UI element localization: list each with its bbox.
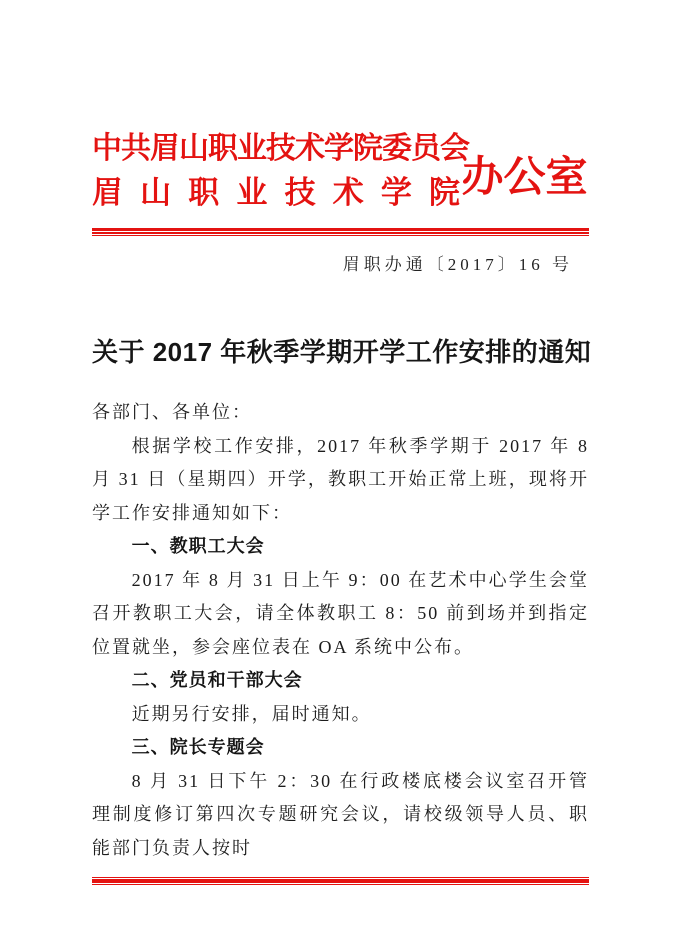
section-3-text: 8 月 31 日下午 2：30 在行政楼底楼会议室召开管理制度修订第四次专题研究会议，请校级领导人员、职能部门负责人按时 xyxy=(92,770,589,858)
footer-divider-line xyxy=(92,877,589,885)
document-title: 关于 2017 年秋季学期开学工作安排的通知 xyxy=(92,337,592,367)
office-label: 办公室 xyxy=(461,154,588,201)
section-3-heading: 三、院长专题会 xyxy=(131,737,265,757)
intro-paragraph: 根据学校工作安排，2017 年秋季学期于 2017 年 8 月 31 日（星期四）开学，教职工开始正常上班，现将开学工作安排通知如下： xyxy=(92,435,589,523)
letterhead-org-names xyxy=(92,126,469,215)
document-body xyxy=(92,396,589,865)
section-1-text: 2017 年 8 月 31 日上午 9：00 在艺术中心学生会堂召开教职工大会，请全体教职工 8：50 前到场并到指定位置就坐，参会座位表在 OA 系统中公布。 xyxy=(92,569,589,657)
letterhead xyxy=(92,126,589,215)
section-2-text: 近期另行安排，届时通知。 xyxy=(131,703,372,724)
org-name-committee: 中共眉山职业技术学院委员会 xyxy=(92,132,469,165)
header-divider-line xyxy=(92,228,589,236)
salutation: 各部门、各单位： xyxy=(92,402,252,422)
section-1-heading: 一、教职工大会 xyxy=(131,536,265,556)
section-2-heading: 二、党员和干部大会 xyxy=(131,670,303,690)
org-name-college: 眉山职业技术学院 xyxy=(92,175,460,210)
document-number: 眉职办通〔2017〕16 号 xyxy=(342,255,573,274)
